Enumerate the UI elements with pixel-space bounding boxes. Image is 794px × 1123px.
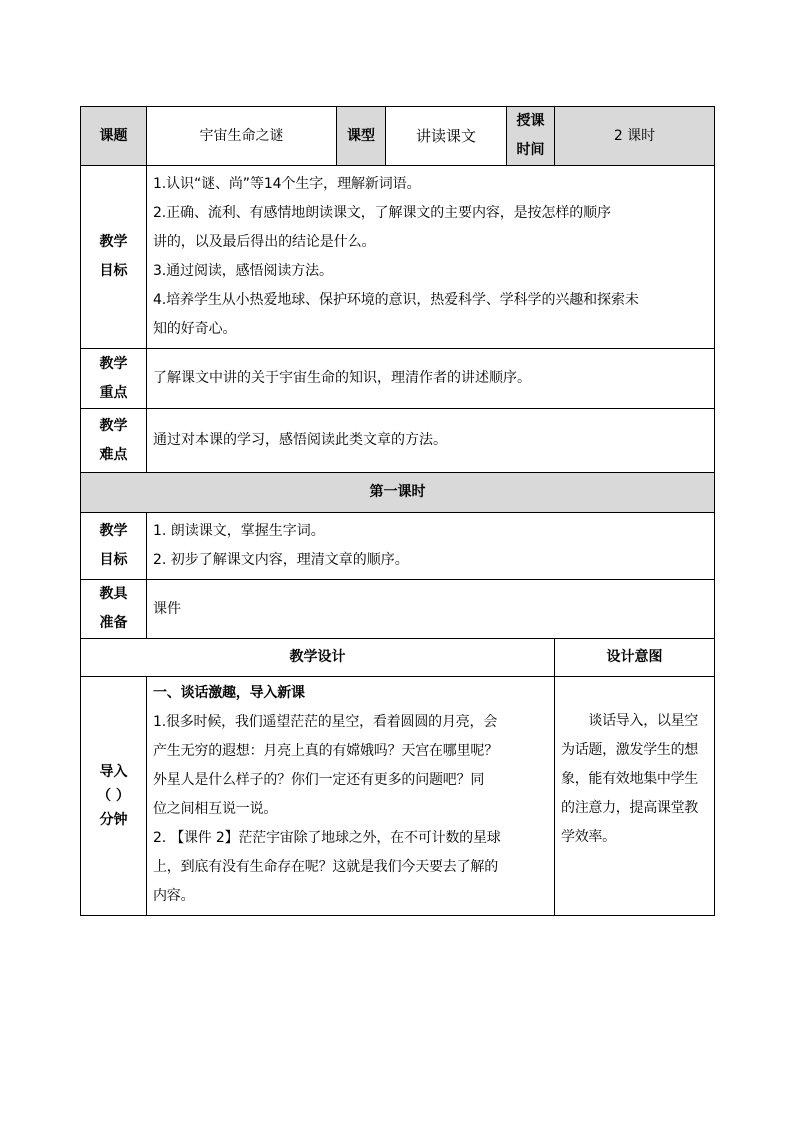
materials-row: [81, 580, 715, 639]
topic-label: 课题: [81, 107, 147, 166]
topic-value: 宇宙生命之谜: [147, 107, 337, 166]
design-header-row: [81, 639, 715, 677]
intro-row: [81, 677, 715, 916]
objectives-label: 教学 目标: [81, 166, 147, 349]
intent-line: 学效率。: [561, 829, 616, 845]
intent-column-header: 设计意图: [555, 639, 715, 677]
key-points-row: [81, 349, 715, 409]
type-value: 讲读课文: [386, 107, 507, 166]
lesson1-objectives-row: [81, 513, 715, 580]
materials-label: 教具 准备: [81, 580, 147, 639]
lesson-plan-table: [80, 106, 715, 916]
objective-line: 讲的，以及最后得出的结论是什么。: [153, 234, 376, 250]
intro-label: 导入 （ ） 分钟: [81, 677, 147, 916]
intro-line: 外星人是什么样子的？你们一定还有更多的问题吧？同: [153, 772, 485, 788]
difficulties-text: 通过对本课的学习，感悟阅读此类文章的方法。: [147, 409, 715, 473]
intro-heading: 一、谈话激趣，导入新课: [153, 685, 305, 701]
intro-line: 2. 【课件 2】茫茫宇宙除了地球之外，在不可计数的星球: [153, 830, 501, 846]
key-points-text: 了解课文中讲的关于宇宙生命的知识，理清作者的讲述顺序。: [147, 349, 715, 409]
lesson1-objectives-label: 教学 目标: [81, 513, 147, 580]
intro-line: 产生无穷的遐想：月亮上真的有嫦娥吗？天宫在哪里呢？: [153, 743, 498, 759]
intro-intent: [555, 677, 715, 916]
materials-text: 课件: [147, 580, 715, 639]
objectives-row: [81, 166, 715, 349]
type-label: 课型: [337, 107, 386, 166]
intent-line: 象，能有效地集中学生: [561, 771, 698, 787]
lesson1-objective-line: 2. 初步了解课文内容，理清文章的顺序。: [153, 552, 409, 568]
objective-line: 2.正确、流利、有感情地朗读课文，了解课文的主要内容，是按怎样的顺序: [153, 205, 611, 221]
objective-line: 1.认识“谜、尚”等14个生字，理解新词语。: [153, 176, 421, 192]
intent-line: 的注意力，提高课堂教: [561, 800, 698, 816]
objective-line: 知的好奇心。: [153, 321, 237, 337]
intro-line: 位之间相互说一说。: [153, 801, 278, 817]
objective-line: 3.通过阅读，感悟阅读方法。: [153, 263, 333, 279]
lesson1-objective-line: 1. 朗读课文，掌握生字词。: [153, 523, 325, 539]
intent-line: 为话题，激发学生的想: [561, 742, 698, 758]
objective-line: 4.培养学生从小热爱地球、保护环境的意识，热爱科学、学科学的兴趣和探索未: [153, 292, 639, 308]
intent-line: 谈话导入，以星空: [561, 713, 698, 729]
intro-line: 内容。: [153, 888, 195, 904]
header-row: [81, 107, 715, 166]
design-column-header: 教学设计: [81, 639, 555, 677]
difficulties-row: [81, 409, 715, 473]
objectives-content: [147, 166, 715, 349]
intro-line: 上，到底有没有生命存在呢？这就是我们今天要去了解的: [153, 859, 498, 875]
intro-content: [147, 677, 555, 916]
lesson1-title-row: [81, 473, 715, 513]
key-points-label: 教学 重点: [81, 349, 147, 409]
time-label: 授课 时间: [507, 107, 555, 166]
difficulties-label: 教学 难点: [81, 409, 147, 473]
lesson1-title: 第一课时: [81, 473, 715, 513]
time-value: 2 课时: [555, 107, 715, 166]
lesson1-objectives-content: [147, 513, 715, 580]
intro-line: 1.很多时候，我们遥望茫茫的星空，看着圆圆的月亮，会: [153, 714, 498, 730]
